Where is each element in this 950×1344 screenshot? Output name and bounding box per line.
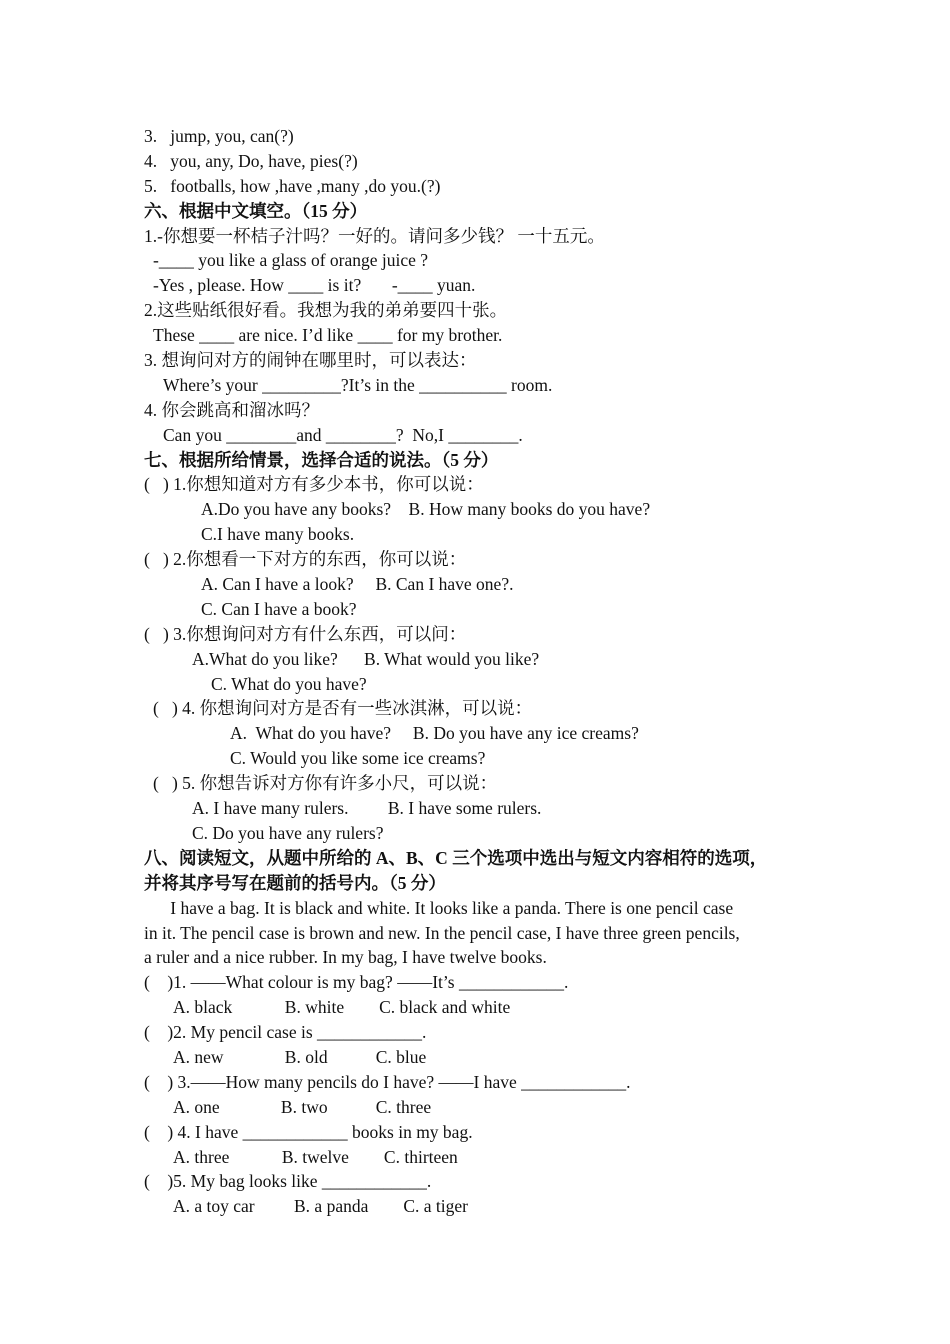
text-line: A. black B. white C. black and white	[173, 997, 511, 1018]
section-heading: 八、阅读短文，从题中所给的 A、B、C 三个选项中选出与短文内容相符的选项，	[144, 847, 768, 868]
section-heading: 并将其序号写在题前的括号内。（5 分）	[144, 872, 446, 893]
text-line: C. What do you have?	[211, 673, 367, 694]
text-line: A. Can I have a look? B. Can I have one?.	[201, 574, 514, 595]
text-line: in it. The pencil case is brown and new. In the pencil case, I have three green pencils,	[144, 922, 740, 943]
text-line: 3. 想询问对方的闹钟在哪里时，可以表达：	[144, 350, 477, 371]
text-line: -____ you like a glass of orange juice ?	[153, 250, 429, 271]
worksheet-content	[144, 124, 834, 1219]
text-line: C. Would you like some ice creams?	[230, 748, 486, 769]
text-line: 4. 你会跳高和溜冰吗？	[144, 399, 319, 420]
text-line: ( ) 3.——How many pencils do I have? ——I have ____________.	[144, 1071, 631, 1092]
text-line: C.I have many books.	[201, 524, 355, 545]
text-line: 3. jump, you, can(?)	[144, 126, 294, 146]
section-heading: 七、根据所给情景，选择合适的说法。（5 分）	[144, 449, 499, 470]
text-line: A. three B. twelve C. thirteen	[173, 1146, 458, 1167]
text-line: ( ) 5. 你想告诉对方你有许多小尺，可以说：	[153, 773, 498, 794]
text-line: ( )2. My pencil case is ____________.	[144, 1022, 427, 1043]
section-heading: 六、根据中文填空。（15 分）	[144, 200, 368, 221]
text-line: A. I have many rulers. B. I have some rulers.	[192, 798, 542, 819]
text-line: Can you ________and ________? No,I ________.	[163, 424, 523, 445]
text-line: ( ) 4. 你想询问对方是否有一些冰淇淋，可以说：	[153, 698, 533, 719]
text-line: I have a bag. It is black and white. It looks like a panda. There is one pencil case	[144, 897, 734, 918]
text-line: 5. footballs, how ,have ,many ,do you.(?)	[144, 175, 441, 196]
text-line: ( ) 2.你想看一下对方的东西，你可以说：	[144, 549, 467, 570]
text-line: A. a toy car B. a panda C. a tiger	[173, 1196, 468, 1217]
text-line: C. Can I have a book?	[201, 598, 357, 619]
text-line: A.Do you have any books? B. How many books do you have?	[201, 499, 651, 520]
text-line: ( ) 1.你想知道对方有多少本书，你可以说：	[144, 474, 484, 495]
text-line: ( )1. ——What colour is my bag? ——It’s ____________.	[144, 972, 569, 993]
text-line: C. Do you have any rulers?	[192, 822, 384, 843]
text-line: A. new B. old C. blue	[173, 1046, 427, 1067]
text-line: 2.这些贴纸很好看。我想为我的弟弟要四十张。	[144, 300, 508, 321]
text-line: 4. you, any, Do, have, pies(?)	[144, 150, 358, 171]
text-line: a ruler and a nice rubber. In my bag, I have twelve books.	[144, 947, 547, 968]
text-line: These ____ are nice. I’d like ____ for my brother.	[153, 325, 503, 346]
text-line: -Yes , please. How ____ is it? -____ yuan.	[153, 275, 476, 296]
text-line: A.What do you like? B. What would you like?	[192, 648, 540, 669]
text-line: ( )5. My bag looks like ____________.	[144, 1171, 432, 1192]
text-line: ( ) 4. I have ____________ books in my bag.	[144, 1121, 473, 1142]
text-line: Where’s your _________?It’s in the __________ room.	[163, 374, 553, 395]
text-line: A. one B. two C. three	[173, 1096, 432, 1117]
text-line: ( ) 3.你想询问对方有什么东西，可以问：	[144, 623, 467, 644]
text-line: A. What do you have? B. Do you have any ice creams?	[230, 723, 639, 744]
text-line: 1.-你想要一杯桔子汁吗？一好的。请问多少钱？ 一十五元。	[144, 225, 605, 246]
